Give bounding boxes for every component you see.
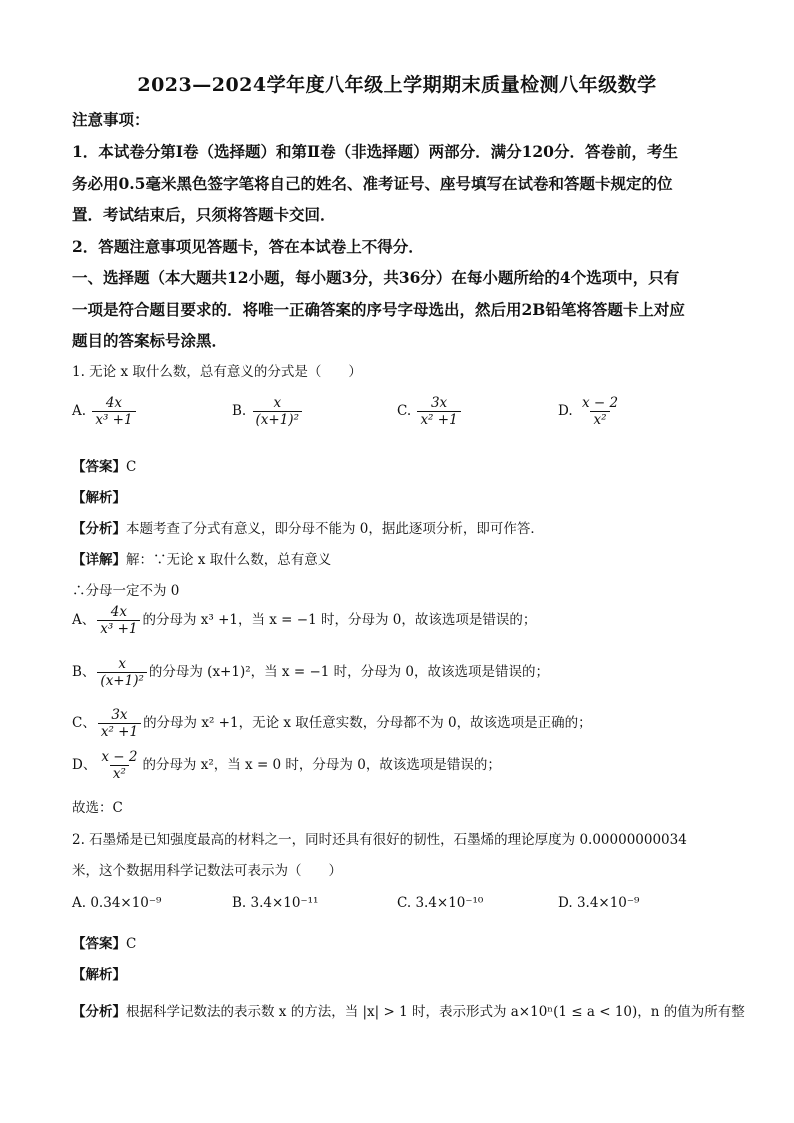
q2-option-b: [232, 895, 318, 911]
q1-option-b-label: B.: [232, 403, 247, 420]
q1-option-c-fraction: [417, 396, 460, 427]
notice-line-3: 置．考试结束后，只须将答题卡交回．: [72, 205, 336, 224]
q1-detail-a-prefix: A、: [72, 612, 96, 629]
q1-option-a-denominator: x³ +1: [92, 411, 135, 427]
q2-fenxi: [72, 1000, 745, 1020]
q1-option-d-numerator: x − 2: [581, 395, 619, 411]
q1-detail-a-text: 的分母为 x³ +1，当 x = −1 时，分母为 0，故该选项是错误的；: [142, 612, 537, 629]
q1-detail-c-numerator: 3x: [111, 707, 128, 723]
q1-detail-c-prefix: C、: [72, 715, 96, 732]
notice-line-2: 务必用0.5毫米黑色签字笔将自己的姓名、准考证号、座号填写在试卷和答题卡规定的位: [72, 174, 673, 193]
q1-option-a-numerator: 4x: [105, 395, 123, 411]
q2-option-c: [397, 895, 483, 911]
q2-option-c-text: 3.4×10⁻¹⁰: [415, 895, 484, 911]
q1-stem: 1. 无论 x 取什么数，总有意义的分式是（ ）: [72, 364, 362, 380]
q1-detail-d: [72, 750, 501, 781]
q1-option-c-denominator: x² +1: [417, 411, 460, 427]
q1-xiangjie-tag: 【详解】: [72, 552, 126, 568]
q1-fenxi-tag: 【分析】: [72, 521, 126, 537]
q1-detail-b-denominator: (x+1)²: [97, 672, 146, 688]
q1-option-d-label: D.: [558, 403, 573, 420]
q1-option-c: [397, 396, 463, 427]
section-1-line-3: 题目的答案标号涂黑．: [72, 331, 228, 350]
q1-fenxi-text: 本题考查了分式有意义，即分母不能为 0，据此逐项分析，即可作答．: [126, 521, 544, 537]
q1-detail-b: [72, 657, 549, 688]
q1-detail-b-text: 的分母为 (x+1)²，当 x = −1 时，分母为 0，故该选项是错误的；: [148, 664, 550, 681]
q2-stem-line-2: 米，这个数据用科学记数法可表示为（ ）: [72, 863, 342, 879]
page-title: 2023—2024学年度八年级上学期期末质量检测八年级数学: [137, 74, 657, 96]
q1-option-b-numerator: x: [273, 395, 282, 411]
q1-detail-b-prefix: B、: [72, 664, 96, 681]
q1-detail-c-denominator: x² +1: [98, 723, 141, 739]
section-1-line-2: 一项是符合题目要求的．将唯一正确答案的序号字母选出，然后用2B铅笔将答题卡上对应: [72, 300, 685, 319]
q1-detail-c: [72, 708, 592, 739]
q1-detail-c-text: 的分母为 x² +1，无论 x 取任意实数，分母都不为 0，故该选项是正确的；: [143, 715, 592, 732]
notice-line-4: 2．答题注意事项见答题卡，答在本试卷上不得分．: [72, 237, 424, 256]
q2-option-a: [72, 895, 161, 911]
q2-stem-line-1: 2. 石墨烯是已知强度最高的材料之一，同时还具有很好的韧性，石墨烯的理论厚度为 0.00000000034: [72, 832, 687, 848]
q1-xiangjie: [72, 548, 331, 568]
q2-option-d-label: D.: [558, 895, 573, 911]
notice-line-1: 1．本试卷分第Ⅰ卷（选择题）和第Ⅱ卷（非选择题）两部分．满分120分．答卷前，考生: [72, 142, 678, 161]
q1-option-b-fraction: [253, 396, 302, 427]
q1-option-c-label: C.: [397, 403, 412, 420]
q2-option-a-label: A.: [72, 895, 87, 911]
q2-analysis-tag: 【解析】: [72, 967, 126, 983]
q1-detail-c-fraction: [98, 708, 141, 739]
q1-option-a-label: A.: [72, 403, 87, 420]
q1-detail-d-text: 的分母为 x²，当 x = 0 时，分母为 0，故该选项是错误的；: [142, 757, 501, 774]
q2-option-b-label: B.: [232, 895, 247, 911]
q1-detail-d-numerator: x − 2: [101, 749, 138, 765]
q2-option-b-text: 3.4×10⁻¹¹: [250, 895, 319, 911]
q1-option-d: [558, 396, 623, 427]
q1-detail-d-denominator: x²: [110, 765, 129, 781]
q1-detail-b-fraction: [97, 657, 146, 688]
q1-detail-d-fraction: [98, 750, 140, 781]
q2-option-a-text: 0.34×10⁻⁹: [90, 895, 162, 911]
q2-answer-tag: 【答案】: [72, 936, 126, 952]
q2-fenxi-tag: 【分析】: [72, 1004, 126, 1020]
q1-option-d-fraction: [579, 396, 621, 427]
q1-analysis-tag: 【解析】: [72, 490, 126, 506]
q1-answer-tag: 【答案】: [72, 459, 126, 475]
q1-option-a-fraction: [92, 396, 135, 427]
q1-option-d-denominator: x²: [590, 411, 609, 427]
q2-option-d: [558, 895, 639, 911]
q2-answer-value: C: [126, 936, 137, 952]
q1-answer: [72, 455, 136, 475]
q1-detail-a-denominator: x³ +1: [97, 620, 140, 636]
section-1-line-1: 一、选择题（本大题共12小题，每小题3分，共36分）在每小题所给的4个选项中，只有: [72, 268, 680, 287]
q1-option-a: [72, 396, 138, 427]
q1-choose: 故选：C: [72, 800, 123, 816]
q1-option-c-numerator: 3x: [430, 395, 448, 411]
q2-fenxi-text: 根据科学记数法的表示数 x 的方法，当 |x| > 1 时，表示形式为 a×10ⁿ(1 ≤ a < 10)，n 的值为所有整: [126, 1004, 745, 1020]
q1-detail-a-numerator: 4x: [110, 604, 127, 620]
q1-option-b: [232, 396, 304, 427]
q1-fenxi: [72, 517, 544, 537]
q1-detail-a: [72, 605, 536, 636]
q1-detail-d-prefix: D、: [72, 757, 97, 774]
q2-option-c-label: C.: [397, 895, 412, 911]
q2-answer: [72, 932, 136, 952]
q1-answer-value: C: [126, 459, 137, 475]
q1-xiangjie-text: 解：∵无论 x 取什么数，总有意义: [126, 552, 332, 568]
q1-detail-a-fraction: [97, 605, 140, 636]
q2-option-d-text: 3.4×10⁻⁹: [576, 895, 640, 911]
q1-option-b-denominator: (x+1)²: [253, 411, 302, 427]
notice-heading: 注意事项：: [72, 110, 150, 129]
q1-detail-b-numerator: x: [118, 656, 126, 672]
q1-therefore: ∴分母一定不为 0: [72, 583, 180, 599]
